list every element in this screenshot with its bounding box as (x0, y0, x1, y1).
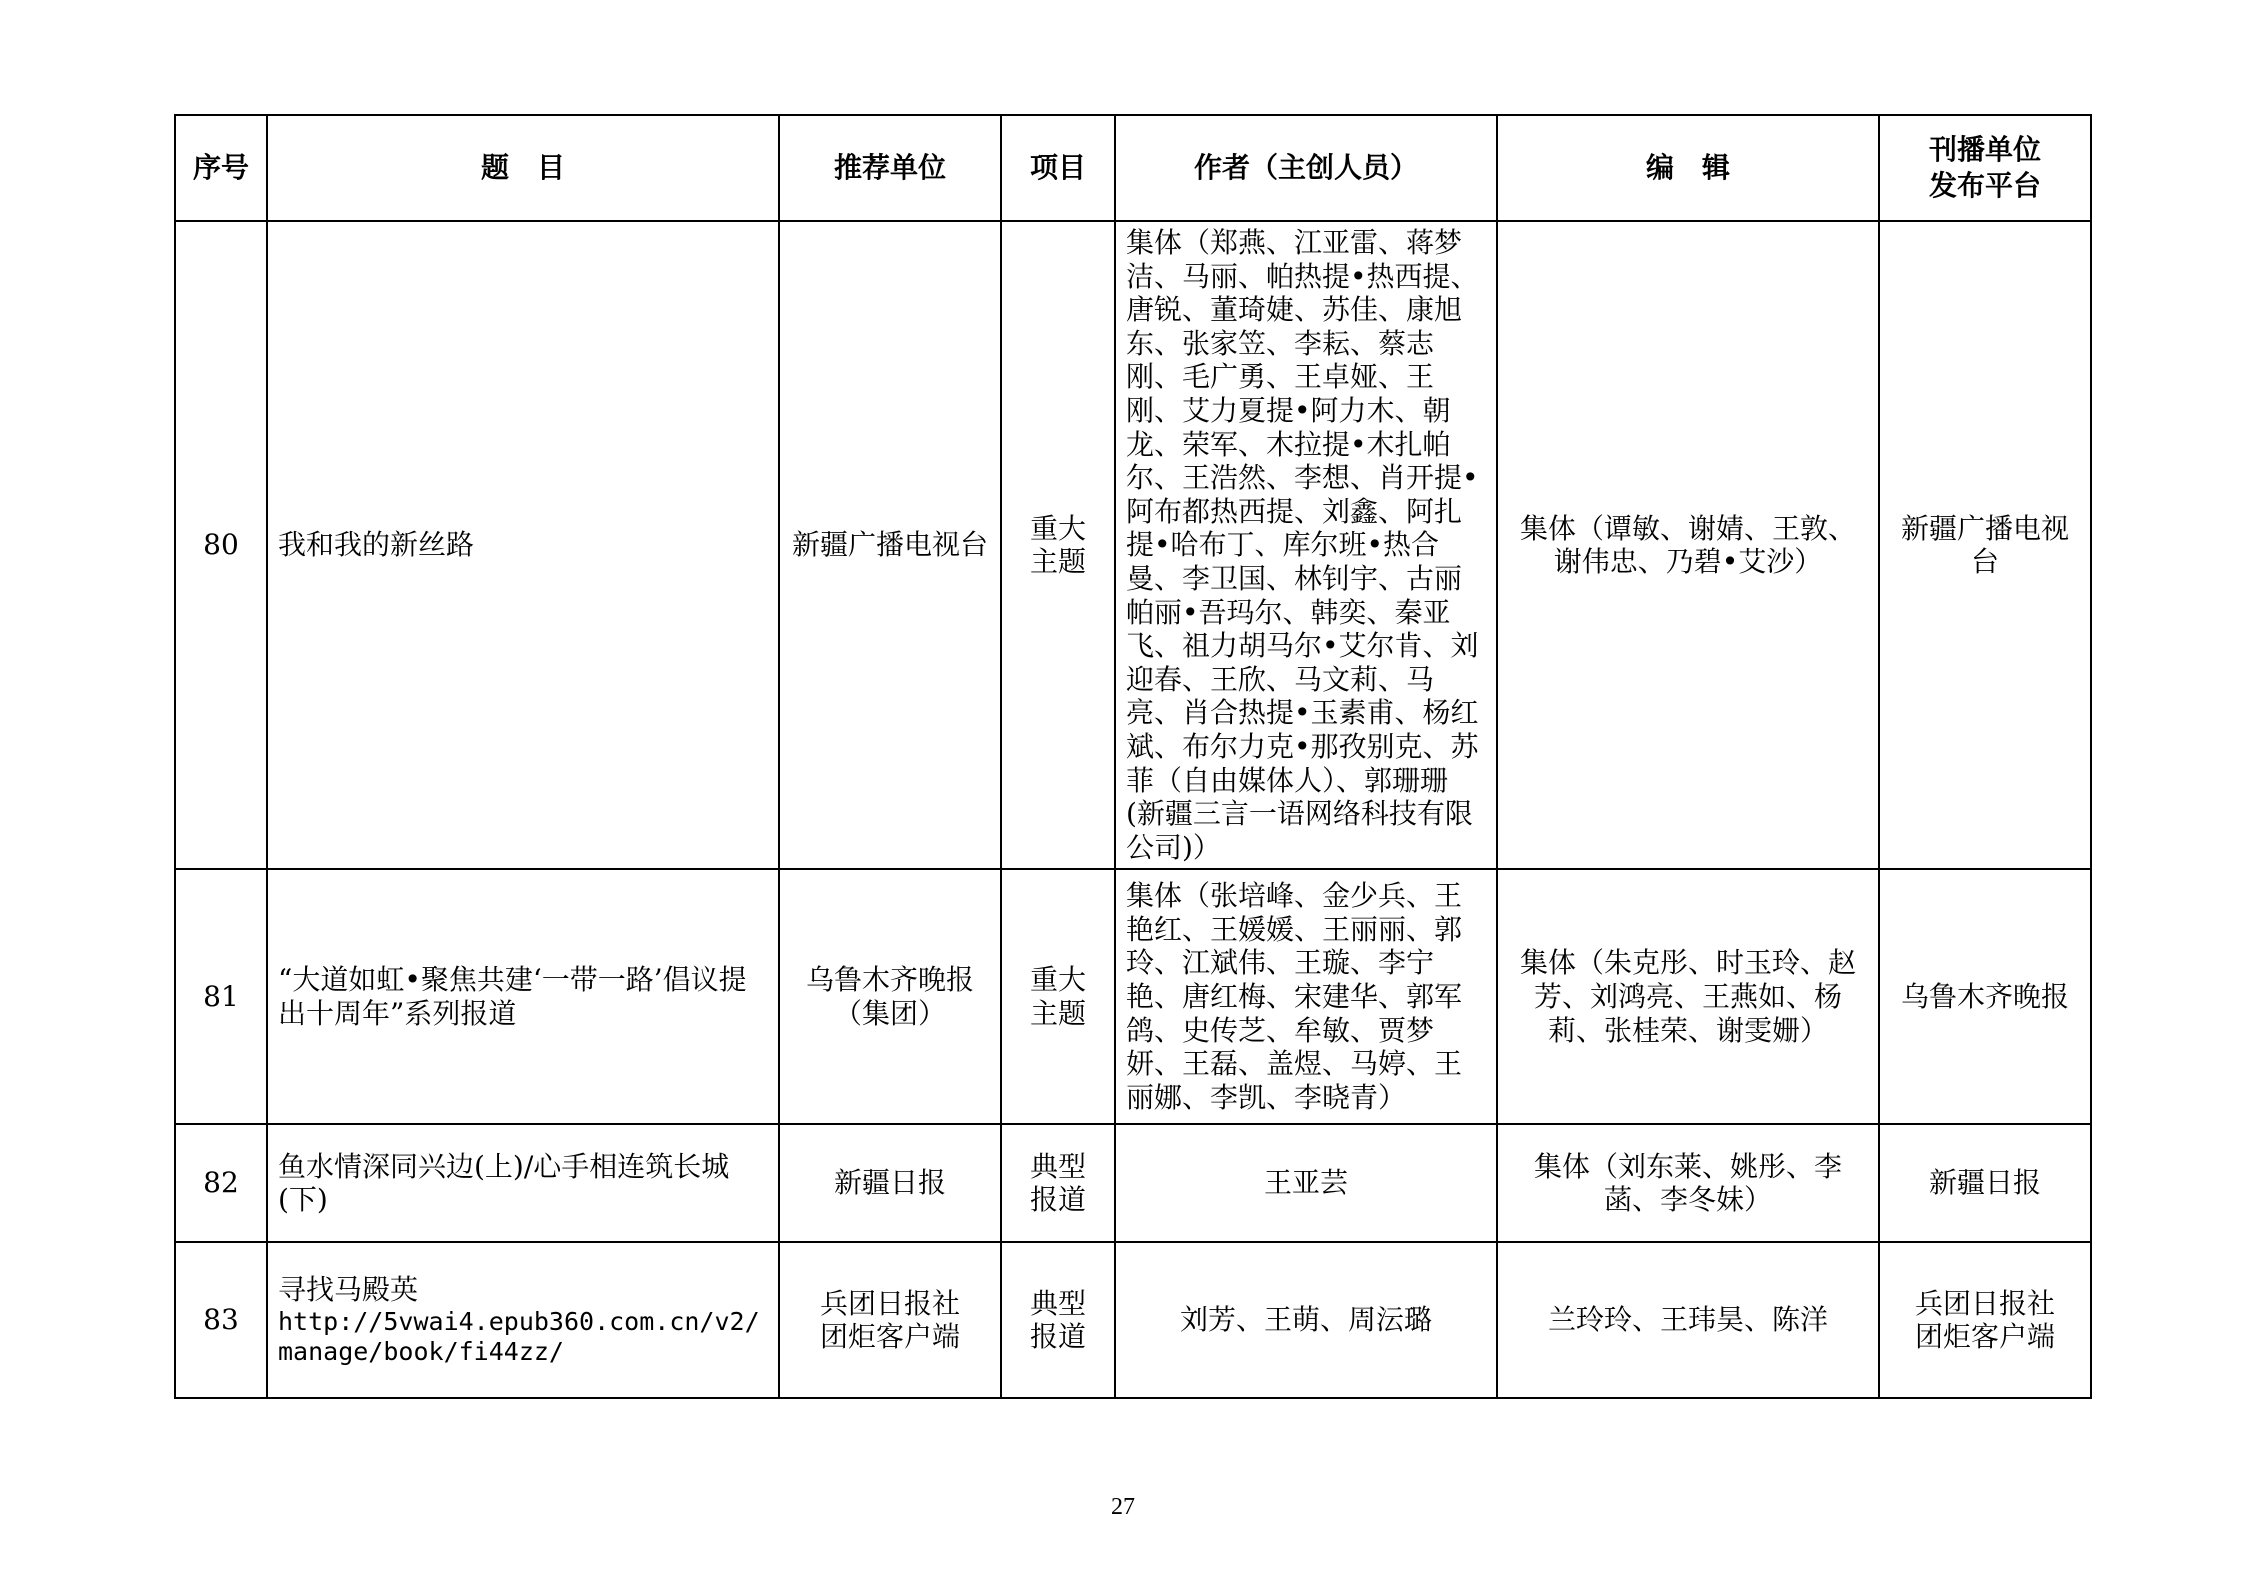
row-category: 重大 主题 (1001, 869, 1115, 1124)
row-authors: 集体（郑燕、江亚雷、蒋梦洁、马丽、帕热提•热西提、唐锐、董琦婕、苏佳、康旭东、张家笠、李耘、蔡志刚、毛广勇、王卓娅、王刚、艾力夏提•阿力木、朝龙、荣军、木拉提•木扎帕尔、王浩然、李想、肖开提•阿布都热西提、刘鑫、阿扎提•哈布丁、库尔班•热合曼、李卫国、林钊宇、古丽帕丽•吾玛尔、韩奕、秦亚飞、祖力胡马尔•艾尔肯、刘迎春、王欣、马文莉、马亮、肖合热提•玉素甫、杨红斌、布尔力克•那孜别克、苏菲（自由媒体人）、郭珊珊(新疆三言一语网络科技有限公司)） (1115, 221, 1497, 869)
row-publisher: 新疆日报 (1879, 1124, 2091, 1242)
row-title: 我和我的新丝路 (267, 221, 779, 869)
header-authors: 作者（主创人员） (1115, 115, 1497, 221)
row-category: 典型 报道 (1001, 1242, 1115, 1398)
award-list-table (174, 114, 2092, 1399)
row-publisher: 兵团日报社 团炬客户端 (1879, 1242, 2091, 1398)
header-publisher: 刊播单位 发布平台 (1879, 115, 2091, 221)
row-authors: 集体（张培峰、金少兵、王艳红、王媛媛、王丽丽、郭玲、江斌伟、王璇、李宁艳、唐红梅、宋建华、郭军鸽、史传芝、牟敏、贾梦妍、王磊、盖煜、马婷、王丽娜、李凯、李晓青） (1115, 869, 1497, 1124)
row-editors: 集体（谭敏、谢婧、王敦、谢伟忠、乃碧•艾沙） (1497, 221, 1879, 869)
row-category: 典型 报道 (1001, 1124, 1115, 1242)
row-title: 寻找马殿英 (278, 1273, 419, 1307)
row-title-url[interactable]: http://5vwai4.epub360.com.cn/v2/manage/book/fi44zz/ (278, 1307, 760, 1367)
row-no: 82 (175, 1124, 267, 1242)
row-recommender: 新疆广播电视台 (779, 221, 1001, 869)
row-editors: 兰玲玲、王玮昊、陈洋 (1497, 1242, 1879, 1398)
row-category: 重大 主题 (1001, 221, 1115, 869)
header-recommender: 推荐单位 (779, 115, 1001, 221)
row-no: 83 (175, 1242, 267, 1398)
row-publisher: 新疆广播电视台 (1879, 221, 2091, 869)
header-editors: 编 辑 (1497, 115, 1879, 221)
row-editors: 集体（刘东莱、姚彤、李菡、李冬妹） (1497, 1124, 1879, 1242)
row-title-cell (267, 1242, 779, 1398)
table-row (175, 869, 2091, 1124)
row-title: “大道如虹•聚焦共建‘一带一路’倡议提出十周年”系列报道 (267, 869, 779, 1124)
row-publisher: 乌鲁木齐晚报 (1879, 869, 2091, 1124)
row-no: 81 (175, 869, 267, 1124)
header-category: 项目 (1001, 115, 1115, 221)
row-editors: 集体（朱克彤、时玉玲、赵芳、刘鸿亮、王燕如、杨莉、张桂荣、谢雯姗） (1497, 869, 1879, 1124)
table-header-row (175, 115, 2091, 221)
table-row (175, 221, 2091, 869)
row-authors: 王亚芸 (1115, 1124, 1497, 1242)
page-number: 27 (1111, 1494, 1135, 1520)
row-title: 鱼水情深同兴边(上)/心手相连筑长城(下) (267, 1124, 779, 1242)
header-no: 序号 (175, 115, 267, 221)
row-authors: 刘芳、王萌、周沄璐 (1115, 1242, 1497, 1398)
header-title: 题 目 (267, 115, 779, 221)
row-recommender: 兵团日报社 团炬客户端 (779, 1242, 1001, 1398)
row-no: 80 (175, 221, 267, 869)
table-row (175, 1242, 2091, 1398)
row-recommender: 乌鲁木齐晚报 （集团） (779, 869, 1001, 1124)
row-recommender: 新疆日报 (779, 1124, 1001, 1242)
table-row (175, 1124, 2091, 1242)
